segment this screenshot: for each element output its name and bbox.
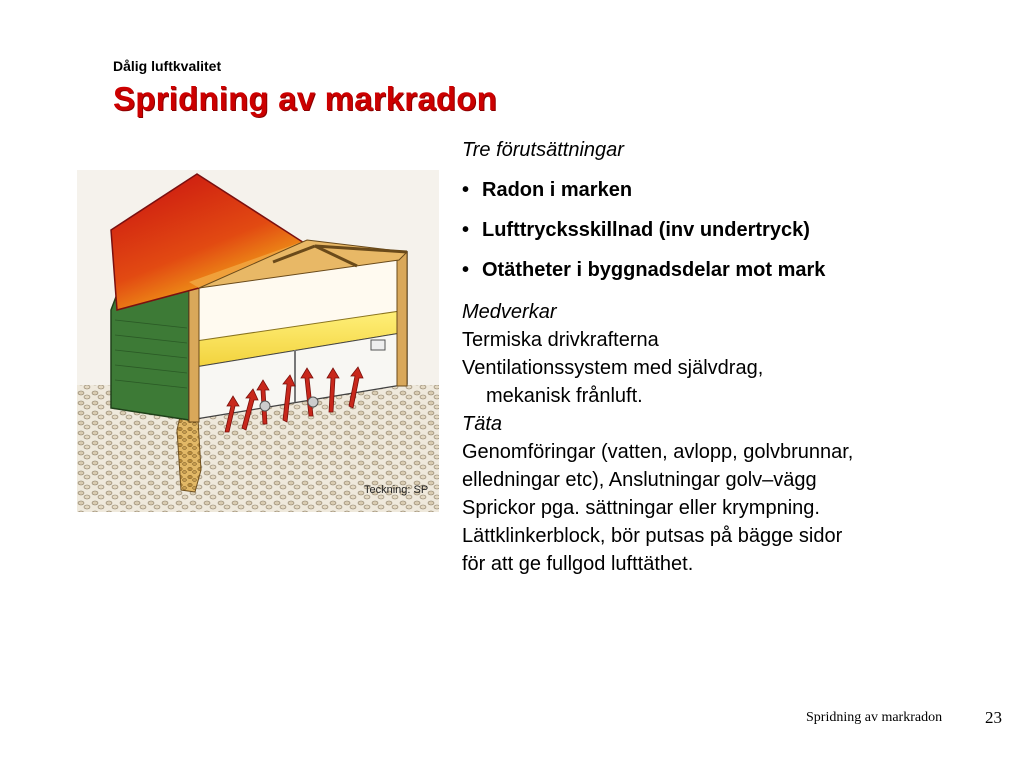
bullet-item: • Radon i marken — [462, 179, 633, 201]
text-line: Sprickor pga. sättningar eller krympning. — [462, 497, 820, 519]
text-line: Lättklinkerblock, bör putsas på bägge sidor — [462, 525, 843, 547]
text-line: mekanisk frånluft. — [486, 385, 643, 407]
bullet-item: • Lufttrycksskillnad (inv undertryck) — [462, 219, 810, 241]
content-text — [462, 136, 1002, 578]
text-line: Ventilationssystem med självdrag, — [462, 357, 764, 379]
slide-title: Spridning av markradon — [113, 80, 497, 117]
section-heading-contributing: Medverkar — [462, 301, 557, 323]
text-line: Termiska drivkrafterna — [462, 329, 659, 351]
text-line: elledningar etc), Anslutningar golv–vägg — [462, 469, 817, 491]
bullet-item: • Otätheter i byggnadsdelar mot mark — [462, 259, 826, 281]
house-radon-illustration — [77, 170, 439, 512]
page-number: 23 — [985, 708, 1002, 727]
figure-caption: Teckning: SP — [364, 484, 429, 496]
slide-kicker: Dålig luftkvalitet — [113, 58, 222, 74]
section-heading-conditions: Tre förutsättningar — [462, 139, 624, 161]
text-line: Genomföringar (vatten, avlopp, golvbrunnar, — [462, 441, 854, 463]
footer-title: Spridning av markradon — [806, 710, 943, 725]
text-line: för att ge fullgod lufttäthet. — [462, 553, 694, 575]
section-heading-seal: Täta — [462, 413, 503, 435]
